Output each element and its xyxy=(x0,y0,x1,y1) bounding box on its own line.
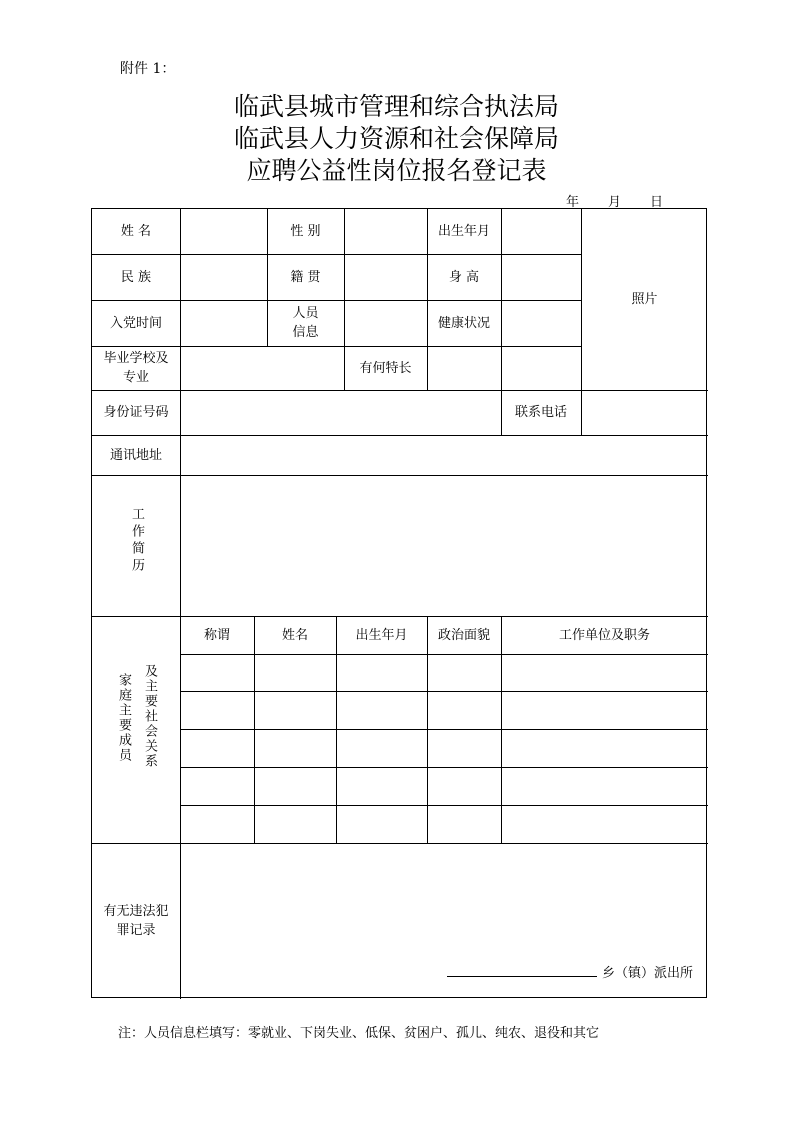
label-height: 身 高 xyxy=(448,269,480,285)
attachment-label: 附件 1： xyxy=(120,61,176,77)
label-family-members: 家庭主要成员 xyxy=(116,673,131,763)
label-native-place: 籍 贯 xyxy=(290,269,321,285)
label-party-date: 入党时间 xyxy=(109,315,162,331)
family-header-relation: 称谓 xyxy=(203,627,230,643)
date-day-label: 日 xyxy=(650,195,664,210)
date-month-label: 月 xyxy=(608,195,622,210)
label-health: 健康状况 xyxy=(437,315,490,331)
label-photo: 照片 xyxy=(631,292,658,307)
label-ethnicity: 民 族 xyxy=(120,269,152,285)
police-signature-line xyxy=(447,976,597,977)
footnote: 注：人员信息栏填写：零就业、下岗失业、低保、贫困户、孤儿、纯农、退役和其它 xyxy=(118,1026,600,1041)
family-header-political: 政治面貌 xyxy=(437,627,490,643)
label-address: 通讯地址 xyxy=(109,447,162,463)
family-header-birth: 出生年月 xyxy=(355,627,408,643)
family-header-name: 姓名 xyxy=(281,627,308,643)
label-criminal-line-1: 有无违法犯 xyxy=(103,904,169,919)
label-person-info-line-1: 人员 xyxy=(292,306,319,321)
police-station-label: 乡（镇）派出所 xyxy=(602,966,694,981)
label-criminal-record xyxy=(92,899,180,943)
title-line-1: 临武县城市管理和综合执法局 xyxy=(233,92,559,121)
label-specialty: 有何特长 xyxy=(359,360,412,376)
label-criminal-line-2: 罪记录 xyxy=(116,923,156,938)
registration-form xyxy=(91,208,707,998)
label-birth: 出生年月 xyxy=(437,224,490,239)
label-phone: 联系电话 xyxy=(514,405,567,420)
family-header-workplace: 工作单位及职务 xyxy=(558,627,650,643)
date-year-label: 年 xyxy=(566,195,580,210)
label-gender: 性 别 xyxy=(290,224,321,239)
label-school-line-2: 专业 xyxy=(122,370,149,385)
label-name: 姓 名 xyxy=(120,224,152,239)
label-school xyxy=(92,346,180,390)
label-id-number: 身份证号码 xyxy=(103,405,169,420)
title-line-3: 应聘公益性岗位报名登记表 xyxy=(246,156,547,185)
label-person-info xyxy=(267,300,344,346)
label-work-history: 工作简历 xyxy=(129,507,144,575)
title-line-2: 临武县人力资源和社会保障局 xyxy=(233,124,559,153)
label-social-relations: 及主要社会关系 xyxy=(142,664,157,769)
label-person-info-line-2: 信息 xyxy=(292,325,319,340)
label-school-line-1: 毕业学校及 xyxy=(103,351,169,366)
